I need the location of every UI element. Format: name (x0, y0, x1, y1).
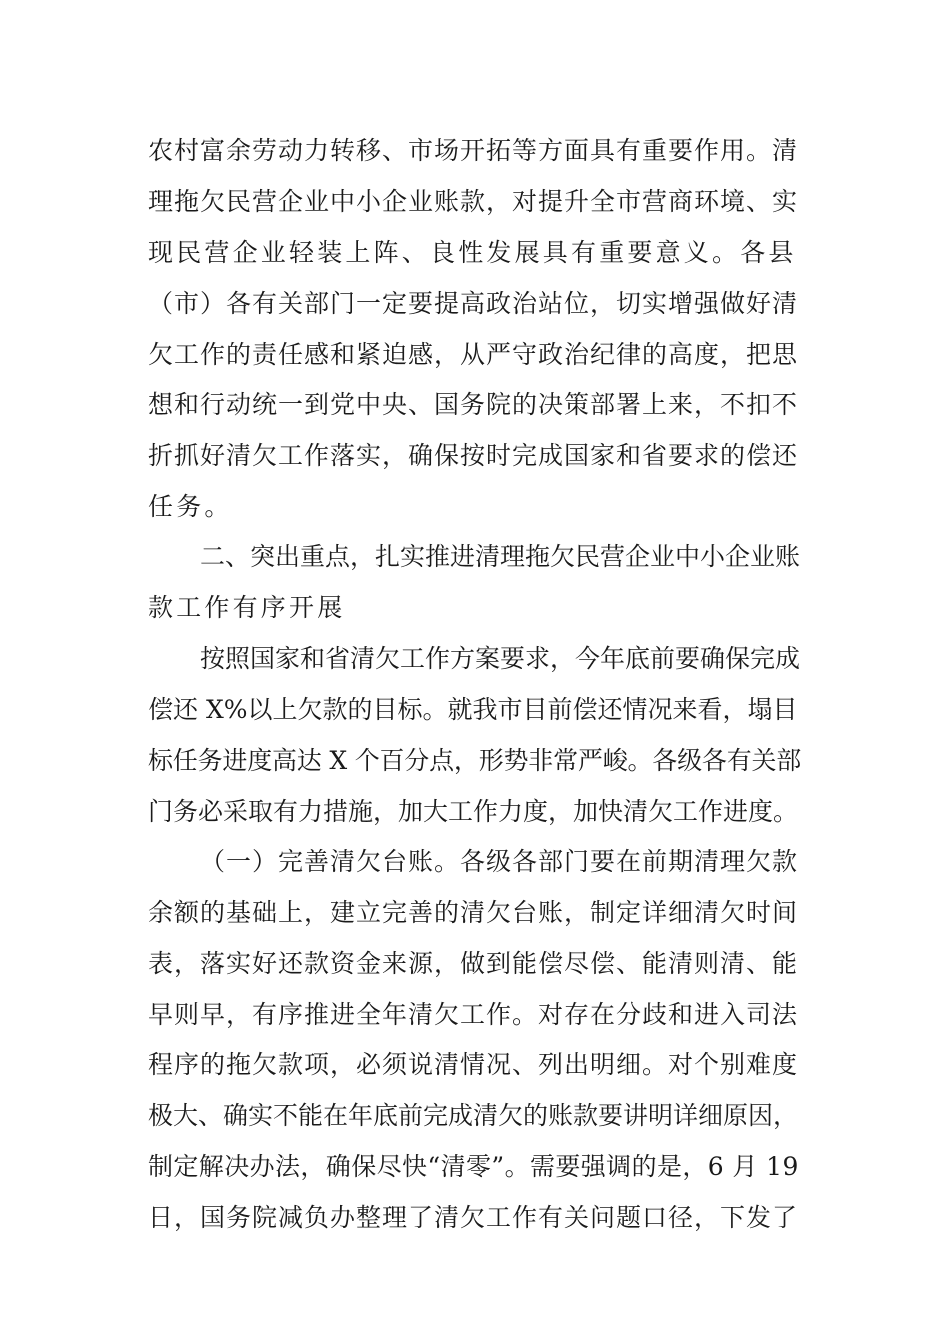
section-heading-line-1: 二、突出重点，扎实推进清理拖欠民营企业中小企业账 (200, 542, 801, 571)
text-line-22: 日，国务院减负办整理了清欠工作有关问题口径，下发了 (148, 1203, 799, 1232)
text-line-20: 极大、确实不能在年底前完成清欠的账款要讲明详细原因， (148, 1101, 799, 1130)
text-line-19: 程序的拖欠款项，必须说清情况、列出明细。对个别难度 (148, 1050, 799, 1079)
text-line-15: （一）完善清欠台账。各级各部门要在前期清理欠款 (200, 847, 799, 876)
text-line-21: 制定解决办法，确保尽快“清零”。需要强调的是，6 月 19 (148, 1152, 799, 1181)
text-line-2: 理拖欠民营企业中小企业账款，对提升全市营商环境、实 (148, 187, 799, 216)
text-line-14: 门务必采取有力措施，加大工作力度，加快清欠工作进度。 (148, 797, 799, 826)
text-line-13: 标任务进度高达 X 个百分点，形势非常严峻。各级各有关部 (148, 746, 802, 775)
section-heading-line-2: 款工作有序开展 (148, 593, 346, 622)
text-line-12: 偿还 X%以上欠款的目标。就我市目前偿还情况来看，塌目 (148, 695, 798, 724)
text-line-16: 余额的基础上，建立完善的清欠台账，制定详细清欠时间 (148, 898, 799, 927)
text-line-11: 按照国家和省清欠工作方案要求，今年底前要确保完成 (200, 644, 801, 673)
text-line-4: （市）各有关部门一定要提高政治站位，切实增强做好清 (148, 289, 799, 318)
text-line-18: 早则早，有序推进全年清欠工作。对存在分歧和进入司法 (148, 1000, 799, 1029)
text-line-5: 欠工作的责任感和紧迫感，从严守政治纪律的高度，把思 (148, 340, 799, 369)
text-line-8: 任务。 (148, 492, 233, 521)
text-line-17: 表，落实好还款资金来源，做到能偿尽偿、能清则清、能 (148, 949, 799, 978)
text-line-6: 想和行动统一到党中央、国务院的决策部署上来，不扣不 (148, 390, 799, 419)
text-line-1: 农村富余劳动力转移、市场开拓等方面具有重要作用。清 (148, 136, 799, 165)
text-line-7: 折抓好清欠工作落实，确保按时完成国家和省要求的偿还 (148, 441, 799, 470)
text-line-3: 现民营企业轻装上阵、良性发展具有重要意义。各县 (148, 238, 797, 267)
